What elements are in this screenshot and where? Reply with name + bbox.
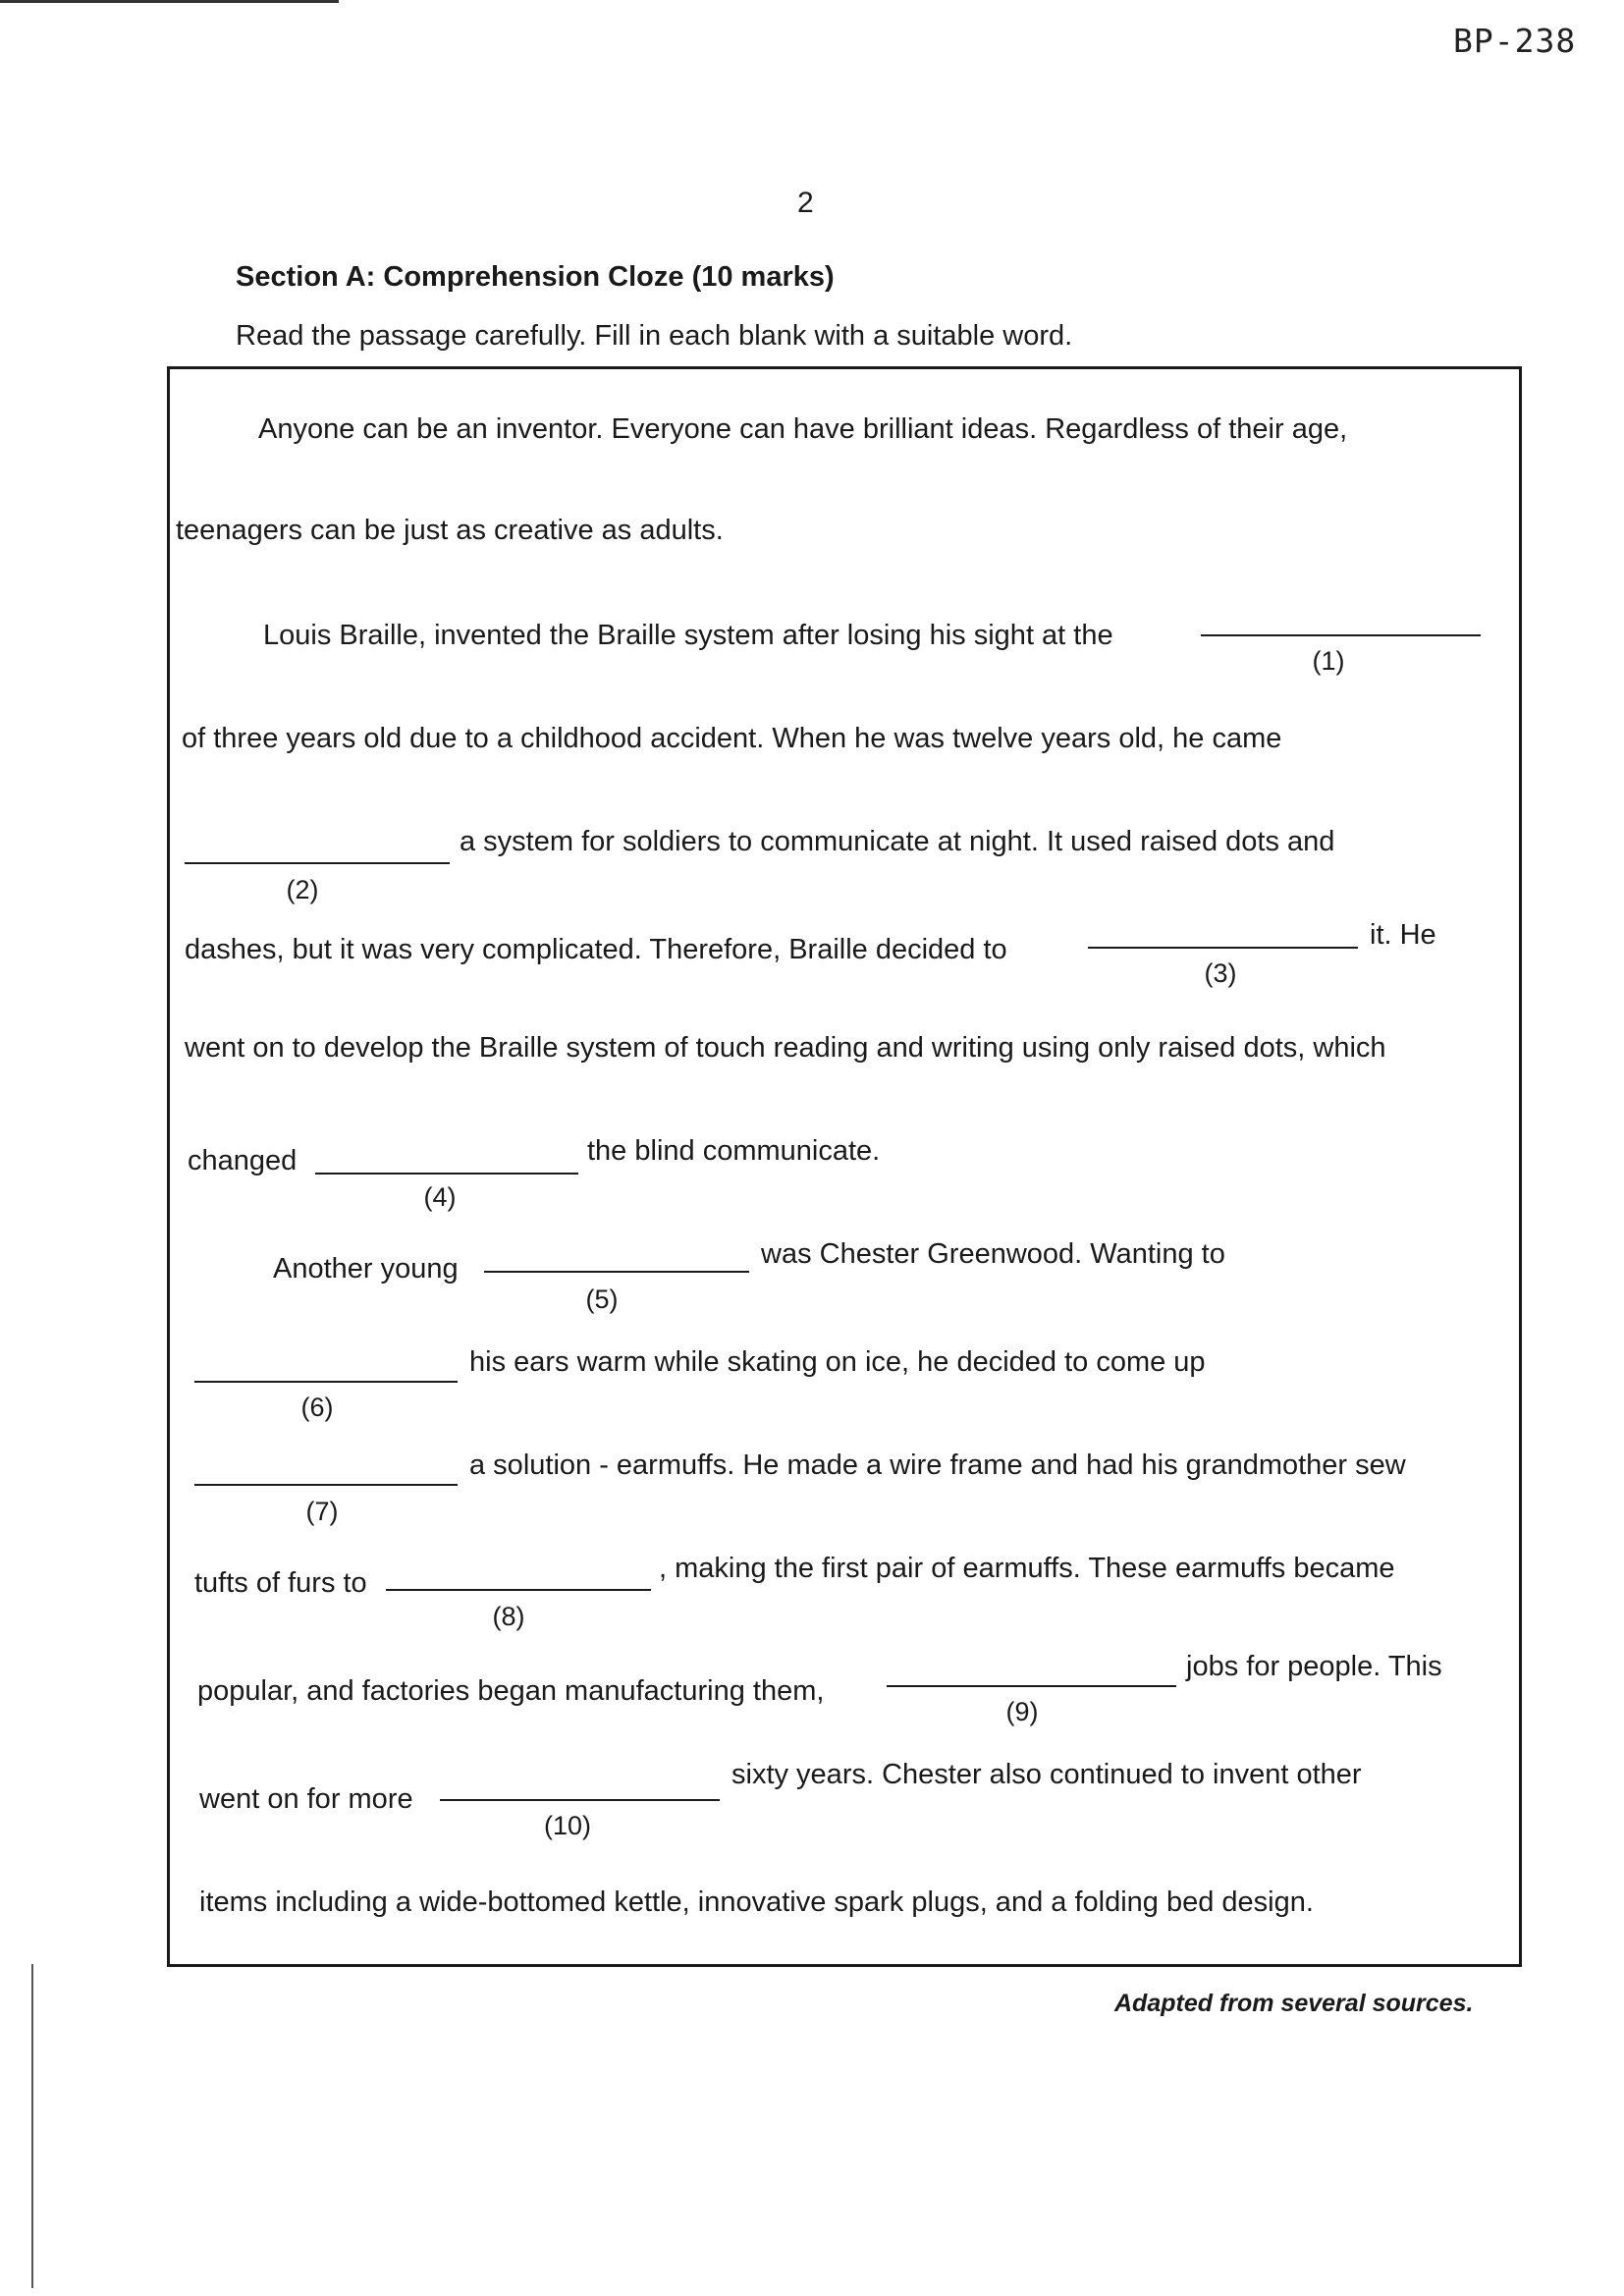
blank-5[interactable] bbox=[484, 1271, 749, 1273]
blank-number: (6) bbox=[300, 1393, 334, 1422]
blank-7[interactable] bbox=[194, 1484, 458, 1486]
instruction: Read the passage carefully. Fill in each blank with a suitable word. bbox=[236, 320, 1073, 352]
passage-line: Anyone can be an inventor. Everyone can have brilliant ideas. Regardless of their age, bbox=[258, 413, 1348, 445]
passage-line: Another young bbox=[273, 1253, 459, 1285]
blank-6[interactable] bbox=[194, 1381, 458, 1383]
blank-8[interactable] bbox=[386, 1589, 651, 1591]
blank-2[interactable] bbox=[185, 862, 450, 864]
passage-line: went on to develop the Braille system of touch reading and writing using only raised dots, which bbox=[185, 1032, 1386, 1064]
blank-number: (9) bbox=[1005, 1697, 1039, 1726]
blank-number: (2) bbox=[286, 875, 319, 904]
passage-line: items including a wide-bottomed kettle, innovative spark plugs, and a folding bed design. bbox=[199, 1886, 1314, 1918]
passage-line: sixty years. Chester also continued to invent other bbox=[731, 1759, 1362, 1790]
page-number: 2 bbox=[797, 187, 814, 219]
passage-line: a system for soldiers to communicate at night. It used raised dots and bbox=[460, 826, 1335, 857]
passage-line: tufts of furs to bbox=[194, 1567, 367, 1599]
blank-9[interactable] bbox=[887, 1685, 1176, 1687]
source-note: Adapted from several sources. bbox=[1114, 1990, 1474, 2017]
passage-line: his ears warm while skating on ice, he decided to come up bbox=[469, 1346, 1206, 1378]
passage-line: teenagers can be just as creative as adults. bbox=[176, 515, 724, 546]
passage-line: jobs for people. This bbox=[1186, 1651, 1442, 1682]
blank-1[interactable] bbox=[1201, 634, 1481, 636]
blank-number: (10) bbox=[543, 1811, 592, 1840]
blank-number: (3) bbox=[1204, 958, 1237, 988]
blank-number: (5) bbox=[585, 1285, 619, 1314]
passage-line: , making the first pair of earmuffs. These earmuffs became bbox=[659, 1553, 1395, 1584]
blank-3[interactable] bbox=[1088, 947, 1358, 949]
passage-line: it. He bbox=[1370, 919, 1436, 951]
passage-line: changed bbox=[188, 1145, 298, 1176]
passage-line: Louis Braille, invented the Braille system after losing his sight at the bbox=[263, 620, 1113, 651]
section-title: Section A: Comprehension Cloze (10 marks) bbox=[236, 261, 835, 293]
scan-edge-left bbox=[31, 1964, 33, 2288]
passage-line: of three years old due to a childhood accident. When he was twelve years old, he came bbox=[182, 723, 1282, 754]
passage-line: went on for more bbox=[199, 1783, 413, 1815]
passage-line: popular, and factories began manufacturing them, bbox=[197, 1675, 825, 1707]
passage-line: a solution - earmuffs. He made a wire frame and had his grandmother sew bbox=[469, 1449, 1406, 1481]
passage-box bbox=[167, 366, 1522, 1967]
blank-number: (7) bbox=[305, 1497, 339, 1526]
scan-edge-top bbox=[0, 0, 339, 3]
passage-line: was Chester Greenwood. Wanting to bbox=[761, 1238, 1225, 1270]
page-code: BP-238 bbox=[1453, 22, 1577, 60]
blank-number: (4) bbox=[423, 1182, 457, 1212]
blank-number: (1) bbox=[1312, 646, 1345, 676]
blank-number: (8) bbox=[492, 1602, 525, 1631]
blank-10[interactable] bbox=[440, 1799, 720, 1801]
passage-line: dashes, but it was very complicated. Therefore, Braille decided to bbox=[185, 934, 1007, 965]
blank-4[interactable] bbox=[315, 1173, 578, 1175]
passage-line: the blind communicate. bbox=[587, 1135, 881, 1167]
